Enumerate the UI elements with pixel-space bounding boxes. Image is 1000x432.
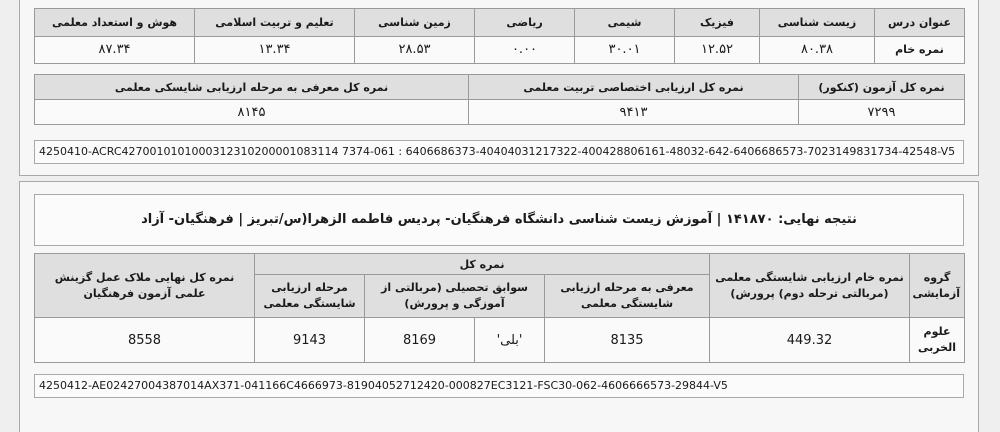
competency-stage-header: مرحله ارزیابی شایستگی معلمی [255,275,365,318]
physics-header: فیزیک [675,9,760,37]
raw-competency-header: نمره خام ارزیابی شایستگی معلمی (مربالتی ترحله دوم) پرورش) [710,254,910,318]
academic-record-value: 8169 [365,318,475,363]
geology-score: ۲۸.۵۳ [355,36,475,64]
math-header: ریاضی [475,9,575,37]
islamic-education-score: ۱۳.۳۴ [195,36,355,64]
course-title-header: عنوان درس [875,9,965,37]
competency-stage-value: 9143 [255,318,365,363]
academic-record-header: سوابق تحصیلی (مربالتی از آموزگی و پرورش) [365,275,545,318]
intro-stage-value: 8135 [545,318,710,363]
specialized-eval-total-header: نمره کل ارزیابی اختصاصی تربیت معلمی [469,75,799,100]
teaching-aptitude-score: ۸۷.۳۴ [35,36,195,64]
scores-value-row [35,36,965,64]
competency-intro-total-header: نمره کل معرفی به مرحله ارزیابی شایسکی معلمی [35,75,469,100]
test-group-header: گروه آزمایشی [910,254,965,318]
geology-header: زمین شناسی [355,9,475,37]
final-selection-score-value: 8558 [35,318,255,363]
teaching-aptitude-header: هوش و استعداد معلمی [35,9,195,37]
scores-header-row [35,9,965,37]
totals-header-row [35,75,965,100]
konkur-total-header: نمره کل آزمون (کنکور) [799,75,965,100]
final-header-row-1 [35,254,965,275]
test-group-value: علوم الخربی [910,318,965,363]
chemistry-header: شیمی [575,9,675,37]
chemistry-score: ۳۰.۰۱ [575,36,675,64]
final-value-row [35,318,965,363]
physics-score: ۱۲.۵۲ [675,36,760,64]
biology-score: ۸۰.۳۸ [760,36,875,64]
raw-score-label: نمره خام [875,36,965,64]
raw-competency-value: 449.32 [710,318,910,363]
scores-panel [19,0,979,176]
biology-header: زیست شناسی [760,9,875,37]
islamic-education-header: تعلیم و تربیت اسلامی [195,9,355,37]
final-result-title: نتیجه نهایی: ۱۴۱۸۷۰ | آموزش زیست شناسی دانشگاه فرهنگیان- پردیس فاطمه الزهرا(س/تبریز | فرهنگیان- آزاد [34,194,964,246]
totals-value-row [35,100,965,125]
raw-scores-table [34,8,965,64]
final-scores-table [34,253,965,363]
total-score-header: نمره کل [255,254,710,275]
konkur-total-value: ۷۲۹۹ [799,100,965,125]
math-score: ۰.۰۰ [475,36,575,64]
verification-code-1: 4250410-ACRC4270010101000312310200001083114 7374-061 : 6406686373-40404031217322-400428806161-48032-642-6406686573-7023149831734-42548-V5 [34,140,964,164]
specialized-eval-total-value: ۹۴۱۳ [469,100,799,125]
verification-code-2: 4250412-AE02427004387014AX371-041166C4666973-81904052712420-000827EC3121-FSC30-062-4606666573-29844-V5 [34,374,964,398]
final-selection-score-header: نمره کل نهایی ملاک عمل گزینش علمی آزمون فرهنگیان [35,254,255,318]
intro-stage-header: معرفی به مرحله ارزیابی شایستگی معلمی [545,275,710,318]
record-flag-value: 'بلی' [475,318,545,363]
competency-intro-total-value: ۸۱۴۵ [35,100,469,125]
totals-table [34,74,965,125]
final-result-panel [19,181,979,432]
